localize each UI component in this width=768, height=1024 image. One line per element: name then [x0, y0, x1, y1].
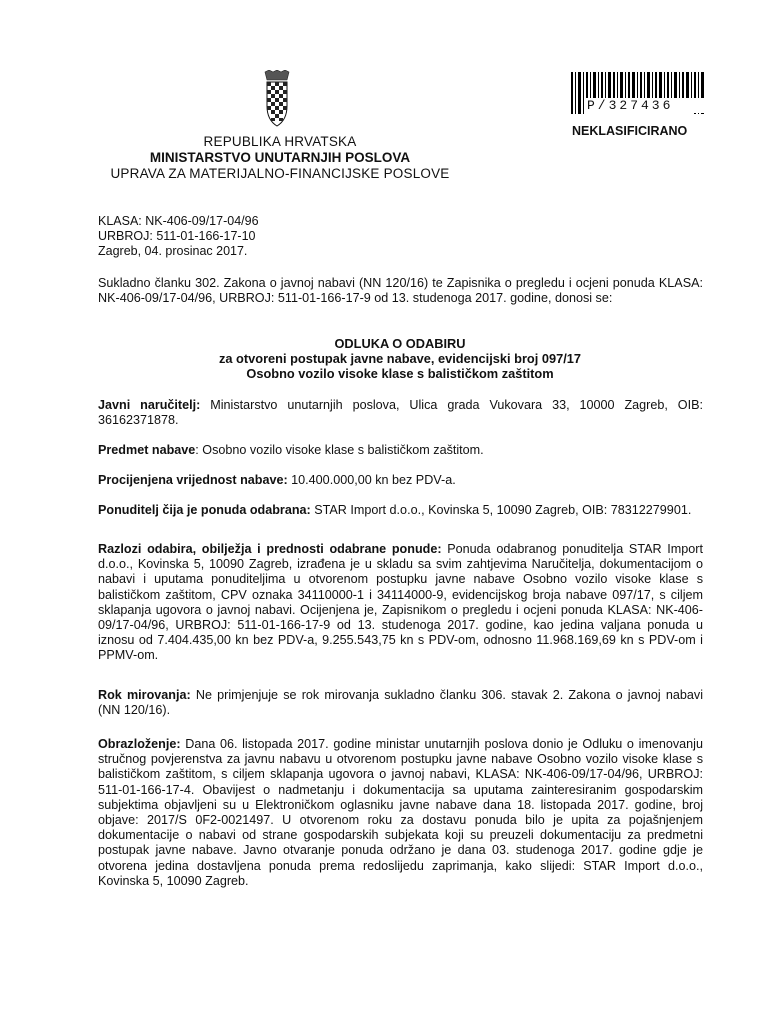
section-procjena: [98, 473, 703, 488]
section-text: 10.400.000,00 kn bez PDV-a.: [287, 473, 456, 487]
decision-title-line3: Osobno vozilo visoke klase s balističkom zaštitom: [246, 366, 554, 381]
header-uprava: UPRAVA ZA MATERIJALNO-FINANCIJSKE POSLOVE: [110, 166, 450, 181]
decision-title-line1: ODLUKA O ODABIRU: [334, 336, 466, 351]
barcode-number: P/327436: [585, 98, 707, 113]
section-razlozi: [98, 542, 703, 664]
urbroj: URBROJ: 511-01-166-17-10: [98, 229, 256, 243]
section-label: Rok mirovanja:: [98, 688, 191, 702]
section-label: Procijenjena vrijednost nabave:: [98, 473, 288, 487]
section-narucitelj: [98, 398, 703, 428]
section-text: Ne primjenjuje se rok mirovanja sukladno članku 306. stavak 2. Zakona o javnoj nabavi (NN 120/16).: [98, 688, 703, 718]
section-text: STAR Import d.o.o., Kovinska 5, 10090 Zagreb, OIB: 78312279901.: [310, 503, 692, 517]
klasa: KLASA: NK-406-09/17-04/96: [98, 214, 259, 228]
section-rok: [98, 688, 703, 718]
section-text: Ponuda odabranog ponuditelja STAR Import d.o.o., Kovinska 5, 10090 Zagreb, izrađena je u skladu sa svim zahtjevima Naručitelja, dokumentacijom o nabavi i uputama ponuditeljima u otvorenom postupku javne nabave Osobno vozilo visoke klase s balističkom zaštitom, CPV oznaka 34110000-1 i 34114000-9, evidencijskog broja nabave 097/17, s ciljem sklapanja ugovora o javnoj nabavi. Ocijenjena je, Zapisnikom o pregledu i ocjeni ponuda KLASA: NK-406-09/17-04/96, URBROJ: 511-01-166-17-9 od 13. studenoga 2017. godine, kao jedina valjana ponuda u iznosu od 7.404.435,00 kn bez PDV-a, 9.255.543,75 kn s PDV-om, odnosno 11.968.169,69 kn s PDV-om i PPMV-om.: [98, 542, 703, 663]
header-republika: REPUBLIKA HRVATSKA: [203, 134, 357, 149]
header-ministarstvo: MINISTARSTVO UNUTARNJIH POSLOVA: [149, 150, 411, 165]
classification-label: NEKLASIFICIRANO: [572, 124, 688, 138]
section-label: Javni naručitelj:: [98, 398, 201, 412]
section-label: Predmet nabave: [98, 443, 196, 457]
decision-title-line2: za otvoreni postupak javne nabave, evidencijski broj 097/17: [218, 351, 581, 366]
section-label: Obrazloženje:: [98, 737, 181, 751]
section-label: Ponuditelj čija je ponuda odabrana:: [98, 503, 311, 517]
section-ponuditelj: [98, 503, 703, 518]
section-predmet: [98, 443, 703, 458]
place-date: Zagreb, 04. prosinac 2017.: [98, 244, 248, 258]
section-obrazlozenje: [98, 737, 703, 889]
barcode: [571, 72, 706, 121]
coat-of-arms-icon: [262, 70, 292, 128]
section-text: Ministarstvo unutarnjih poslova, Ulica grada Vukovara 33, 10000 Zagreb, OIB: 36162371878.: [98, 398, 703, 428]
section-text: : Osobno vozilo visoke klase s balističkom zaštitom.: [195, 443, 484, 457]
intro-paragraph: Sukladno članku 302. Zakona o javnoj nabavi (NN 120/16) te Zapisnika o pregledu i ocjeni ponuda KLASA: NK-406-09/17-04/96, URBROJ: 511-01-166-17-9 od 13. studenoga 2017. godine, donosi se:: [98, 276, 703, 306]
section-text: Dana 06. listopada 2017. godine ministar unutarnjih poslova donio je Odluku o imenovanju stručnog povjerenstva za javnu nabavu u otvorenom postupku javne nabave Osobno vozilo visoke klase s balističkom zaštitom, s ciljem sklapanja ugovora o javnoj nabavi, KLASA: NK-406-09/17-04/96, URBROJ: 511-01-166-17-4. Obavijest o nadmetanju i dokumentacija sa uputama zainteresiranim gospodarskim subjektima objavljeni su u Elektroničkom oglasniku javne nabave dana 18. listopada 2017. godine, broj objave: 2017/S 0F2-0021497. U otvorenom roku za dostavu ponuda bilo je upita za pojašnjenjem dokumentacije o nabavi od strane gospodarskih subjekata koji su preuzeli dokumentaciju za predmetni postupak javne nabave. Javno otvaranje ponuda održano je dana 03. studenoga 2017. godine gdje je otvorena jedina dostavljena ponuda prema redoslijedu zaprimanja, kako slijedi: STAR Import d.o.o., Kovinska 5, 10090 Zagreb.: [98, 737, 703, 888]
section-label: Razlozi odabira, obilježja i prednosti odabrane ponude:: [98, 542, 442, 556]
decision-title: [150, 336, 650, 381]
